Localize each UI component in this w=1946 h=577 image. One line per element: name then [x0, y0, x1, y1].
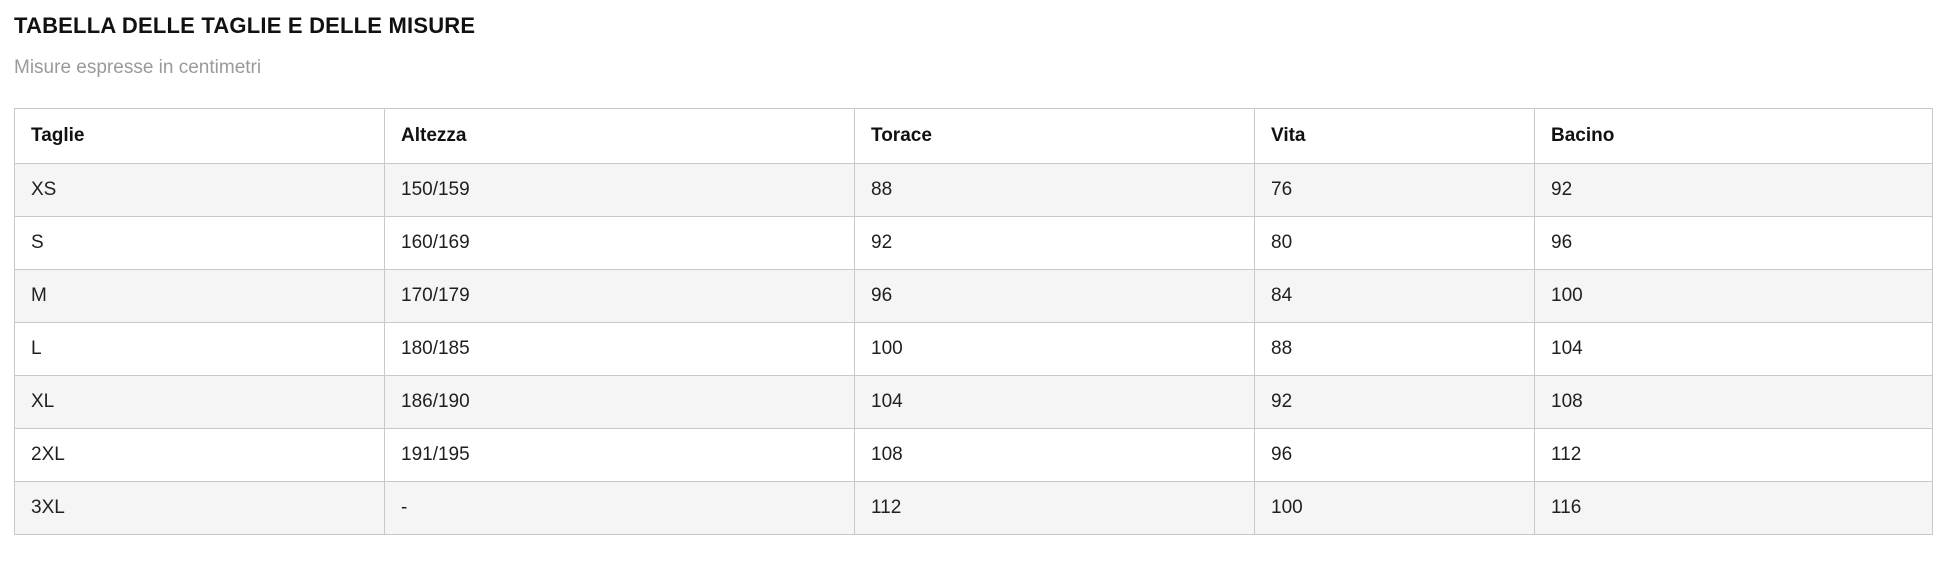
column-header-taglie: Taglie: [15, 109, 385, 164]
size-table: [14, 108, 1933, 535]
cell-bacino: 100: [1535, 270, 1933, 323]
cell-vita: 100: [1255, 482, 1535, 535]
cell-altezza: 150/159: [385, 164, 855, 217]
cell-bacino: 104: [1535, 323, 1933, 376]
cell-vita: 92: [1255, 376, 1535, 429]
cell-altezza: 160/169: [385, 217, 855, 270]
column-header-altezza: Altezza: [385, 109, 855, 164]
table-row: [15, 164, 1933, 217]
cell-size: S: [15, 217, 385, 270]
cell-vita: 96: [1255, 429, 1535, 482]
column-header-vita: Vita: [1255, 109, 1535, 164]
cell-vita: 76: [1255, 164, 1535, 217]
cell-altezza: -: [385, 482, 855, 535]
size-table-container: [14, 108, 1932, 535]
table-row: [15, 270, 1933, 323]
column-header-torace: Torace: [855, 109, 1255, 164]
table-row: [15, 217, 1933, 270]
table-body: [15, 164, 1933, 535]
cell-size: 3XL: [15, 482, 385, 535]
cell-size: XL: [15, 376, 385, 429]
cell-vita: 80: [1255, 217, 1535, 270]
cell-size: M: [15, 270, 385, 323]
column-header-bacino: Bacino: [1535, 109, 1933, 164]
cell-altezza: 170/179: [385, 270, 855, 323]
cell-altezza: 191/195: [385, 429, 855, 482]
table-row: [15, 376, 1933, 429]
table-row: [15, 323, 1933, 376]
cell-altezza: 180/185: [385, 323, 855, 376]
cell-torace: 92: [855, 217, 1255, 270]
page-subtitle: Misure espresse in centimetri: [14, 57, 262, 78]
cell-size: L: [15, 323, 385, 376]
cell-torace: 100: [855, 323, 1255, 376]
cell-bacino: 92: [1535, 164, 1933, 217]
cell-vita: 88: [1255, 323, 1535, 376]
table-row: [15, 482, 1933, 535]
cell-bacino: 116: [1535, 482, 1933, 535]
cell-torace: 108: [855, 429, 1255, 482]
cell-torace: 88: [855, 164, 1255, 217]
cell-bacino: 112: [1535, 429, 1933, 482]
cell-size: XS: [15, 164, 385, 217]
cell-torace: 112: [855, 482, 1255, 535]
cell-torace: 104: [855, 376, 1255, 429]
table-row: [15, 429, 1933, 482]
cell-altezza: 186/190: [385, 376, 855, 429]
page-title: TABELLA DELLE TAGLIE E DELLE MISURE: [14, 13, 476, 38]
cell-bacino: 108: [1535, 376, 1933, 429]
table-header: [15, 109, 1933, 164]
cell-torace: 96: [855, 270, 1255, 323]
table-header-row: [15, 109, 1933, 164]
cell-bacino: 96: [1535, 217, 1933, 270]
cell-vita: 84: [1255, 270, 1535, 323]
cell-size: 2XL: [15, 429, 385, 482]
